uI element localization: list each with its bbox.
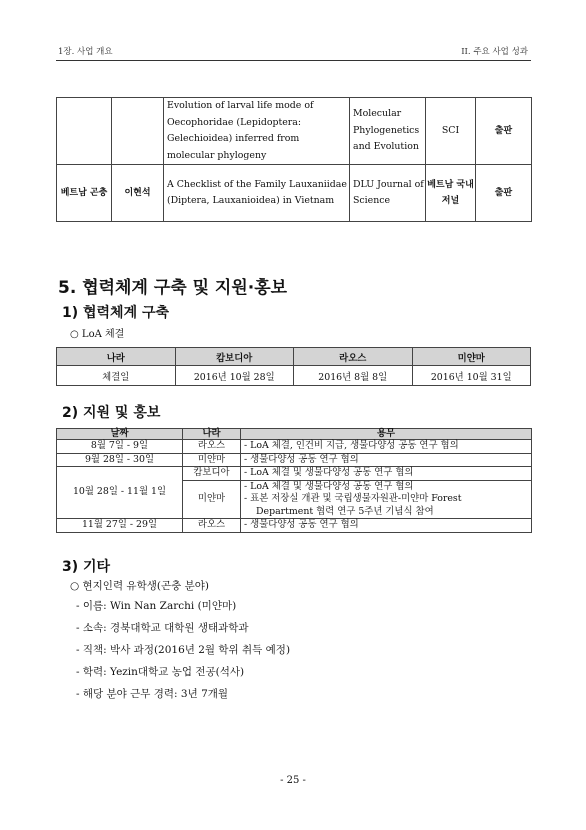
circle-bullet-icon: ○ [70, 329, 79, 340]
subsection-title: 1) 협력체계 구축 [62, 305, 170, 321]
activity-table [56, 428, 532, 533]
activity-date: 11월 27일 - 29일 [57, 519, 183, 533]
activity-country: 캄보디아 [183, 467, 241, 481]
activity-task-line: - 표본 저장실 개관 및 국립생물자원관-미얀마 Forest [244, 493, 462, 504]
table-row [57, 98, 532, 165]
column-header: 미얀마 [412, 348, 531, 366]
column-header: 날짜 [57, 429, 183, 440]
section-title: 5. 협력체계 구축 및 지원·홍보 [58, 278, 288, 298]
bullet-line [70, 578, 209, 593]
activity-task-line: Department 협력 연구 5주년 기념식 참여 [256, 505, 434, 517]
table-row [57, 453, 532, 467]
list-item: - 직책: 박사 과정(2016년 2월 학위 취득 예정) [76, 644, 291, 656]
activity-date: 8월 7일 - 9일 [57, 440, 183, 454]
activity-task-line: - LoA 체결 및 생물다양성 공동 연구 협의 [244, 480, 414, 492]
pub-country [57, 98, 112, 165]
pub-index: 베트남 국내 저널 [426, 165, 476, 222]
loa-table [56, 347, 531, 386]
activity-task: - 생물다양성 공동 연구 협의 [241, 519, 532, 533]
table-cell: 2016년 8월 8일 [294, 366, 413, 386]
page-number: - 25 - [280, 775, 306, 786]
pub-title: Evolution of larval life mode of Oecophoridae (Lepidoptera: Gelechioidea) inferred from molecular phylogeny [164, 98, 350, 165]
bullet-line [70, 325, 124, 340]
list-item: - 해당 분야 근무 경력: 3년 7개월 [76, 688, 229, 700]
pub-title: A Checklist of the Family Lauxaniidae (Diptera, Lauxanioidea) in Vietnam [164, 165, 350, 222]
activity-date: 10월 28일 - 11월 1일 [57, 467, 183, 519]
list-item: - 소속: 경북대학교 대학원 생태과학과 [76, 622, 249, 634]
table-row [57, 519, 532, 533]
column-header: 나라 [183, 429, 241, 440]
pub-journal: Molecular Phylogenetics and Evolution [350, 98, 426, 165]
publication-table [56, 97, 532, 222]
activity-date: 9월 28일 - 30일 [57, 453, 183, 467]
header-divider [56, 60, 531, 61]
activity-task-multiline [241, 480, 532, 519]
bullet-text: 현지인력 유학생(곤충 분야) [82, 580, 209, 592]
activity-country: 라오스 [183, 440, 241, 454]
pub-author: 이현석 [112, 165, 164, 222]
pub-index: SCI [426, 98, 476, 165]
circle-bullet-icon: ○ [70, 580, 80, 592]
pub-author [112, 98, 164, 165]
pub-journal: DLU Journal of Science [350, 165, 426, 222]
running-header-right: II. 주요 사업 성과 [461, 47, 528, 57]
table-header-row [57, 348, 531, 366]
column-header: 캄보디아 [175, 348, 294, 366]
table-row [57, 366, 531, 386]
pub-status: 출판 [476, 98, 532, 165]
activity-task: - 생물다양성 공동 연구 협의 [241, 453, 532, 467]
bullet-text: LoA 체결 [81, 329, 125, 340]
table-header-row [57, 429, 532, 440]
activity-country: 미얀마 [183, 453, 241, 467]
table-cell: 체결일 [57, 366, 176, 386]
table-row [57, 440, 532, 454]
list-item: - 학력: Yezin대학교 농업 전공(석사) [76, 666, 245, 678]
pub-country: 베트남 곤충 [57, 165, 112, 222]
activity-task: - LoA 체결, 인건비 지급, 생물다양성 공동 연구 협의 [241, 440, 532, 454]
pub-status: 출판 [476, 165, 532, 222]
subsection-title: 2) 지원 및 홍보 [62, 405, 161, 421]
activity-task: - LoA 체결 및 생물다양성 공동 연구 협의 [241, 467, 532, 481]
column-header: 라오스 [294, 348, 413, 366]
table-row [57, 467, 532, 481]
column-header: 나라 [57, 348, 176, 366]
running-header-left: 1장. 사업 개요 [58, 47, 113, 57]
subsection-title: 3) 기타 [62, 559, 111, 575]
table-cell: 2016년 10월 28일 [175, 366, 294, 386]
column-header: 용무 [241, 429, 532, 440]
activity-country: 미얀마 [183, 480, 241, 519]
activity-country: 라오스 [183, 519, 241, 533]
table-cell: 2016년 10월 31일 [412, 366, 531, 386]
table-row [57, 165, 532, 222]
list-item: - 이름: Win Nan Zarchi (미얀마) [76, 600, 237, 612]
